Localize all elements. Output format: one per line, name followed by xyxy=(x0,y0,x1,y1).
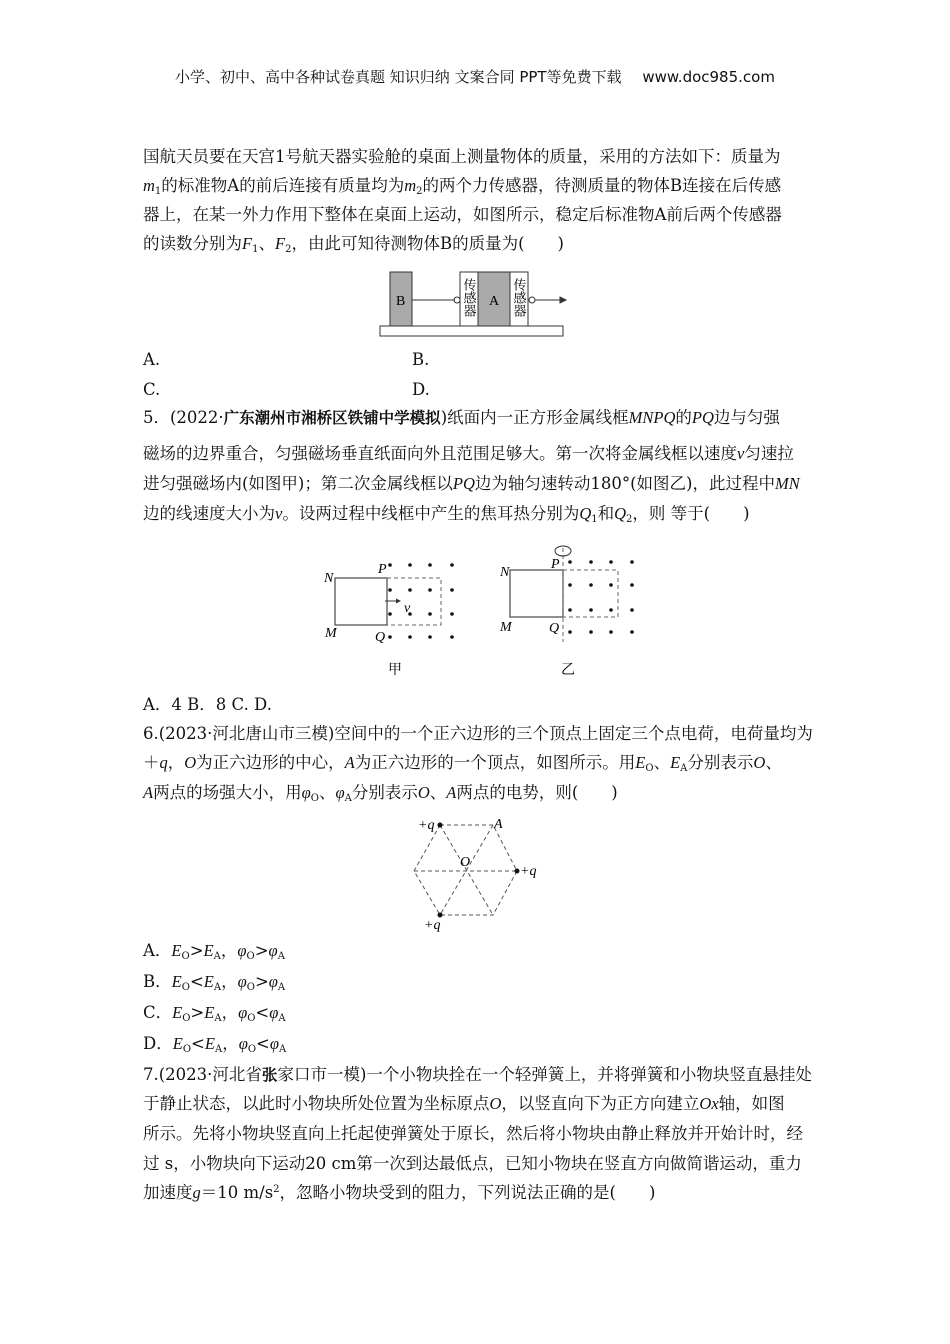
math-script: O xyxy=(246,951,255,962)
text-segment: 的 xyxy=(675,408,692,427)
label-v: v xyxy=(404,601,411,616)
math-symbol: m xyxy=(143,176,155,195)
math-script: 2 xyxy=(285,244,292,255)
label-charge: +q xyxy=(418,818,435,833)
text-segment: 所示。先将小物块竖直向上托起使弹簧处于原长，然后将小物块由静止释放并开始计时，经 xyxy=(143,1124,803,1143)
text-segment: > xyxy=(254,972,269,991)
math-symbol: φ xyxy=(237,972,247,991)
math-symbol: E xyxy=(172,1003,183,1022)
text-segment: 的读数分别为 xyxy=(143,234,242,253)
math-symbol: E xyxy=(204,1003,215,1022)
text-segment: 、 xyxy=(258,234,275,253)
q5-line xyxy=(143,407,780,429)
math-symbol: A xyxy=(143,783,154,802)
q5-figure-right xyxy=(510,546,634,642)
text-segment: 国航天员要在天宫1号航天器实验舱的桌面上测量物体的质量，采用的方法如下：质量为 xyxy=(143,147,781,166)
text-segment: < xyxy=(256,1034,270,1053)
text-segment: 5．(2022· xyxy=(143,408,224,427)
text-segment: 两点的场强大小，用 xyxy=(153,783,302,802)
math-script: A xyxy=(213,951,221,962)
text-segment: 6.(2023·河北唐山市三模)空间中的一个正六边形的三个顶点上固定三个点电荷，电荷量均为 xyxy=(143,724,813,743)
field-dot xyxy=(609,583,613,587)
field-dot xyxy=(568,608,572,612)
q5-line xyxy=(143,443,794,465)
field-dot xyxy=(630,608,634,612)
math-symbol: PQ xyxy=(691,408,714,427)
math-symbol: E xyxy=(172,1034,183,1053)
q7-line xyxy=(143,1153,802,1175)
math-symbol: O xyxy=(489,1094,502,1113)
math-symbol: O xyxy=(753,753,766,772)
charge-point xyxy=(438,823,443,828)
text-segment: 两点的电势，则( ) xyxy=(456,783,618,802)
text-segment: > xyxy=(189,941,204,960)
text-segment: < xyxy=(189,972,204,991)
math-symbol: PQ xyxy=(452,474,475,493)
text-segment: 边的线速度大小为 xyxy=(143,504,275,523)
text-segment: > xyxy=(190,1003,205,1022)
math-symbol: v xyxy=(275,504,283,523)
field-dot xyxy=(568,630,572,634)
q7-line xyxy=(143,1182,655,1204)
text-segment: ， xyxy=(221,972,238,991)
text-segment: 分别表示 xyxy=(351,783,418,802)
math-script: A xyxy=(214,1013,222,1024)
charge-point xyxy=(515,869,520,874)
q4-option-d[interactable]: D. xyxy=(412,380,430,399)
label-p: P xyxy=(378,562,387,577)
math-script: O xyxy=(310,793,319,804)
text-segment: ＋ xyxy=(143,753,160,772)
charge-point xyxy=(438,913,443,918)
field-dot xyxy=(609,608,613,612)
text-segment: 进匀强磁场内(如图甲)；第二次金属线框以 xyxy=(143,474,453,493)
math-symbol: φ xyxy=(237,941,247,960)
math-symbol: g xyxy=(192,1183,201,1202)
q6-option-c[interactable] xyxy=(143,1002,286,1024)
field-dot xyxy=(630,583,634,587)
text-segment: 为正六边形的中心， xyxy=(196,753,345,772)
math-script: 1 xyxy=(252,244,259,255)
text-segment: 和 xyxy=(597,504,615,523)
math-script: O xyxy=(182,1044,192,1055)
q4-option-b[interactable]: B. xyxy=(412,350,430,369)
text-segment: > xyxy=(254,941,269,960)
text-segment: 边与匀强 xyxy=(713,408,780,427)
q6-hexagon xyxy=(414,825,517,915)
math-symbol: E xyxy=(670,753,681,772)
caption-yi: 乙 xyxy=(561,663,575,678)
math-script: 1 xyxy=(591,514,598,525)
q6-option-a[interactable] xyxy=(143,940,285,962)
text-segment: )纸面内一正方形金属线框 xyxy=(440,408,629,427)
field-dot xyxy=(428,588,432,592)
math-symbol: A xyxy=(446,783,457,802)
q7-line xyxy=(143,1123,803,1145)
text-segment: ， xyxy=(220,941,238,960)
math-symbol: v xyxy=(737,444,745,463)
math-script: A xyxy=(277,951,285,962)
math-script: A xyxy=(213,982,222,993)
math-symbol: F xyxy=(242,234,253,253)
text-segment: ， xyxy=(221,1003,239,1022)
label-a: A xyxy=(489,294,500,309)
math-symbol: F xyxy=(274,234,286,253)
text-segment: 磁场的边界重合，匀强磁场垂直纸面向外且范围足够大。第一次将金属线框以速度 xyxy=(143,444,737,463)
q4-option-c[interactable]: C. xyxy=(143,380,161,399)
text-segment: 的标准物A的前后连接有质量均为 xyxy=(161,176,405,195)
math-script: O xyxy=(246,982,255,993)
math-symbol: m xyxy=(404,176,417,195)
field-dot xyxy=(388,563,392,567)
q7-line xyxy=(143,1064,812,1086)
math-symbol: Ox xyxy=(699,1094,719,1113)
q4-option-a[interactable]: A. xyxy=(143,350,161,369)
math-symbol: φ xyxy=(269,1003,279,1022)
math-symbol: MNPQ xyxy=(628,408,676,427)
field-dot xyxy=(428,612,432,616)
text-segment: 分别表示 xyxy=(687,753,754,772)
math-script: O xyxy=(182,1013,191,1024)
q5-figure-left xyxy=(335,563,454,639)
field-dot xyxy=(609,560,613,564)
math-script: O xyxy=(181,951,190,962)
text-segment: 7.(2023·河北省 xyxy=(143,1065,262,1084)
text-segment: ，以竖直向下为正方向建立 xyxy=(501,1094,700,1113)
math-symbol: O xyxy=(184,753,197,772)
math-script: A xyxy=(214,1044,223,1055)
math-script: 1 xyxy=(154,186,162,197)
text-segment: 于静止状态，以此时小物块所处位置为坐标原点 xyxy=(143,1094,490,1113)
math-symbol: φ xyxy=(268,941,278,960)
math-script: O xyxy=(247,1013,256,1024)
text-segment: ，忽略小物块受到的阻力，下列说法正确的是( ) xyxy=(279,1183,656,1202)
math-script: O xyxy=(247,1044,257,1055)
math-script: 2 xyxy=(416,186,423,197)
field-dot xyxy=(589,630,593,634)
label-n: N xyxy=(500,565,510,580)
text-segment: ， xyxy=(167,753,185,772)
field-dot xyxy=(428,635,432,639)
label-p: P xyxy=(551,557,560,572)
field-dot xyxy=(589,583,593,587)
math-symbol: E xyxy=(635,753,646,772)
label-a: A xyxy=(494,817,503,832)
math-symbol: φ xyxy=(335,783,345,802)
text-segment: 轴，如图 xyxy=(718,1094,785,1113)
label-charge: +q xyxy=(424,918,441,933)
math-symbol: E xyxy=(171,972,182,991)
text-segment: 过 s，小物块向下运动20 cm第一次到达最低点，已知小物块在竖直方向做简谐运动，重力 xyxy=(143,1154,802,1173)
label-sensor-front: 传感器 xyxy=(511,278,527,317)
label-m: M xyxy=(325,626,337,641)
q6-line xyxy=(143,782,618,804)
text-segment: 器上，在某一外力作用下整体在桌面上运动，如图所示，稳定后标准物A前后两个传感器 xyxy=(143,205,782,224)
caption-jia: 甲 xyxy=(388,663,402,678)
math-symbol: E xyxy=(171,941,182,960)
field-dot xyxy=(450,563,454,567)
math-script: O xyxy=(181,982,190,993)
field-dot xyxy=(589,608,593,612)
field-dot xyxy=(388,612,392,616)
text-segment: 广东潮州市湘桥区铁铺中学模拟 xyxy=(223,409,441,427)
math-symbol: φ xyxy=(238,1003,248,1022)
text-segment: 为正六边形的一个顶点，如图所示。用 xyxy=(354,753,636,772)
text-segment: 匀速拉 xyxy=(744,444,794,463)
math-symbol: φ xyxy=(238,1034,248,1053)
text-segment: B． xyxy=(143,972,172,991)
text-segment: < xyxy=(255,1003,270,1022)
text-segment: 、 xyxy=(318,783,336,802)
math-symbol: Q xyxy=(579,504,592,523)
math-symbol: O xyxy=(417,783,430,802)
math-script: A xyxy=(277,982,286,993)
math-symbol: Q xyxy=(614,504,627,523)
field-dot xyxy=(568,583,572,587)
q6-line xyxy=(143,723,813,745)
field-dot xyxy=(450,612,454,616)
table-surface xyxy=(380,326,563,336)
q7-line xyxy=(143,1093,785,1115)
text-segment: C． xyxy=(143,1003,173,1022)
q5-answer-options[interactable] xyxy=(143,694,272,716)
label-b: B xyxy=(396,294,406,309)
text-segment: 、 xyxy=(429,783,447,802)
math-symbol: q xyxy=(159,753,168,772)
field-dot xyxy=(568,560,572,564)
arrow-head xyxy=(560,297,566,303)
text-segment: 张 xyxy=(261,1066,278,1084)
math-script: 2 xyxy=(273,1184,280,1195)
math-script: 2 xyxy=(626,514,633,525)
math-script: A xyxy=(278,1013,286,1024)
text-segment: 、 xyxy=(765,753,782,772)
field-dot xyxy=(408,563,412,567)
math-script: A xyxy=(344,793,352,804)
math-symbol: MN xyxy=(775,474,800,493)
text-segment: ，则 等于( ) xyxy=(632,504,750,523)
field-dot xyxy=(450,635,454,639)
text-segment: < xyxy=(191,1034,205,1053)
hook xyxy=(529,297,535,303)
field-dot xyxy=(388,635,392,639)
label-n: N xyxy=(324,571,334,586)
math-symbol: E xyxy=(204,1034,215,1053)
math-script: A xyxy=(680,763,688,774)
label-q: Q xyxy=(375,630,386,645)
text-segment: A． xyxy=(143,941,172,960)
field-dot xyxy=(408,635,412,639)
math-symbol: E xyxy=(203,972,214,991)
field-dot xyxy=(609,630,613,634)
label-m: M xyxy=(500,620,512,635)
math-symbol: φ xyxy=(268,972,278,991)
text-segment: 、 xyxy=(653,753,671,772)
label-q: Q xyxy=(549,621,560,636)
label-charge: +q xyxy=(520,864,537,879)
q6-option-d[interactable] xyxy=(143,1033,286,1055)
text-segment: 加速度 xyxy=(143,1183,193,1202)
text-segment: 的两个力传感器，待测质量的物体B连接在后传感 xyxy=(422,176,782,195)
math-script: A xyxy=(279,1044,287,1055)
q5-line xyxy=(143,473,800,495)
math-symbol: E xyxy=(203,941,214,960)
field-dot xyxy=(589,560,593,564)
q6-line xyxy=(143,752,782,774)
field-dot xyxy=(388,588,392,592)
text-segment: ＝10 m/s xyxy=(200,1183,274,1202)
field-dot xyxy=(428,563,432,567)
q5-line xyxy=(143,503,750,525)
field-dot xyxy=(408,588,412,592)
field-dot xyxy=(630,560,634,564)
field-dot xyxy=(630,630,634,634)
q6-option-b[interactable] xyxy=(143,971,285,993)
text-segment: D． xyxy=(143,1034,173,1053)
text-segment: ，由此可知待测物体B的质量为( ) xyxy=(291,234,564,253)
math-symbol: φ xyxy=(269,1034,279,1053)
header-site-text: 小学、初中、高中各种试卷真题 知识归纳 文案合同 PPT等免费下载 xyxy=(175,68,622,86)
label-o: O xyxy=(460,855,471,870)
math-symbol: φ xyxy=(301,783,311,802)
text-segment: A．4 B．8 C. D. xyxy=(143,695,272,714)
math-symbol: A xyxy=(344,753,355,772)
text-segment: 边为轴匀速转动180°(如图乙)，此过程中 xyxy=(474,474,775,493)
math-script: O xyxy=(645,763,654,774)
text-segment: 。设两过程中线框中产生的焦耳热分别为 xyxy=(282,504,580,523)
field-dot xyxy=(450,588,454,592)
header-url[interactable]: www.doc985.com xyxy=(642,68,775,86)
text-segment: 家口市一模)一个小物块拴在一个轻弹簧上，并将弹簧和小物块竖直悬挂处 xyxy=(277,1065,812,1084)
label-sensor-rear: 传感器 xyxy=(461,278,477,317)
text-segment: ， xyxy=(222,1034,239,1053)
